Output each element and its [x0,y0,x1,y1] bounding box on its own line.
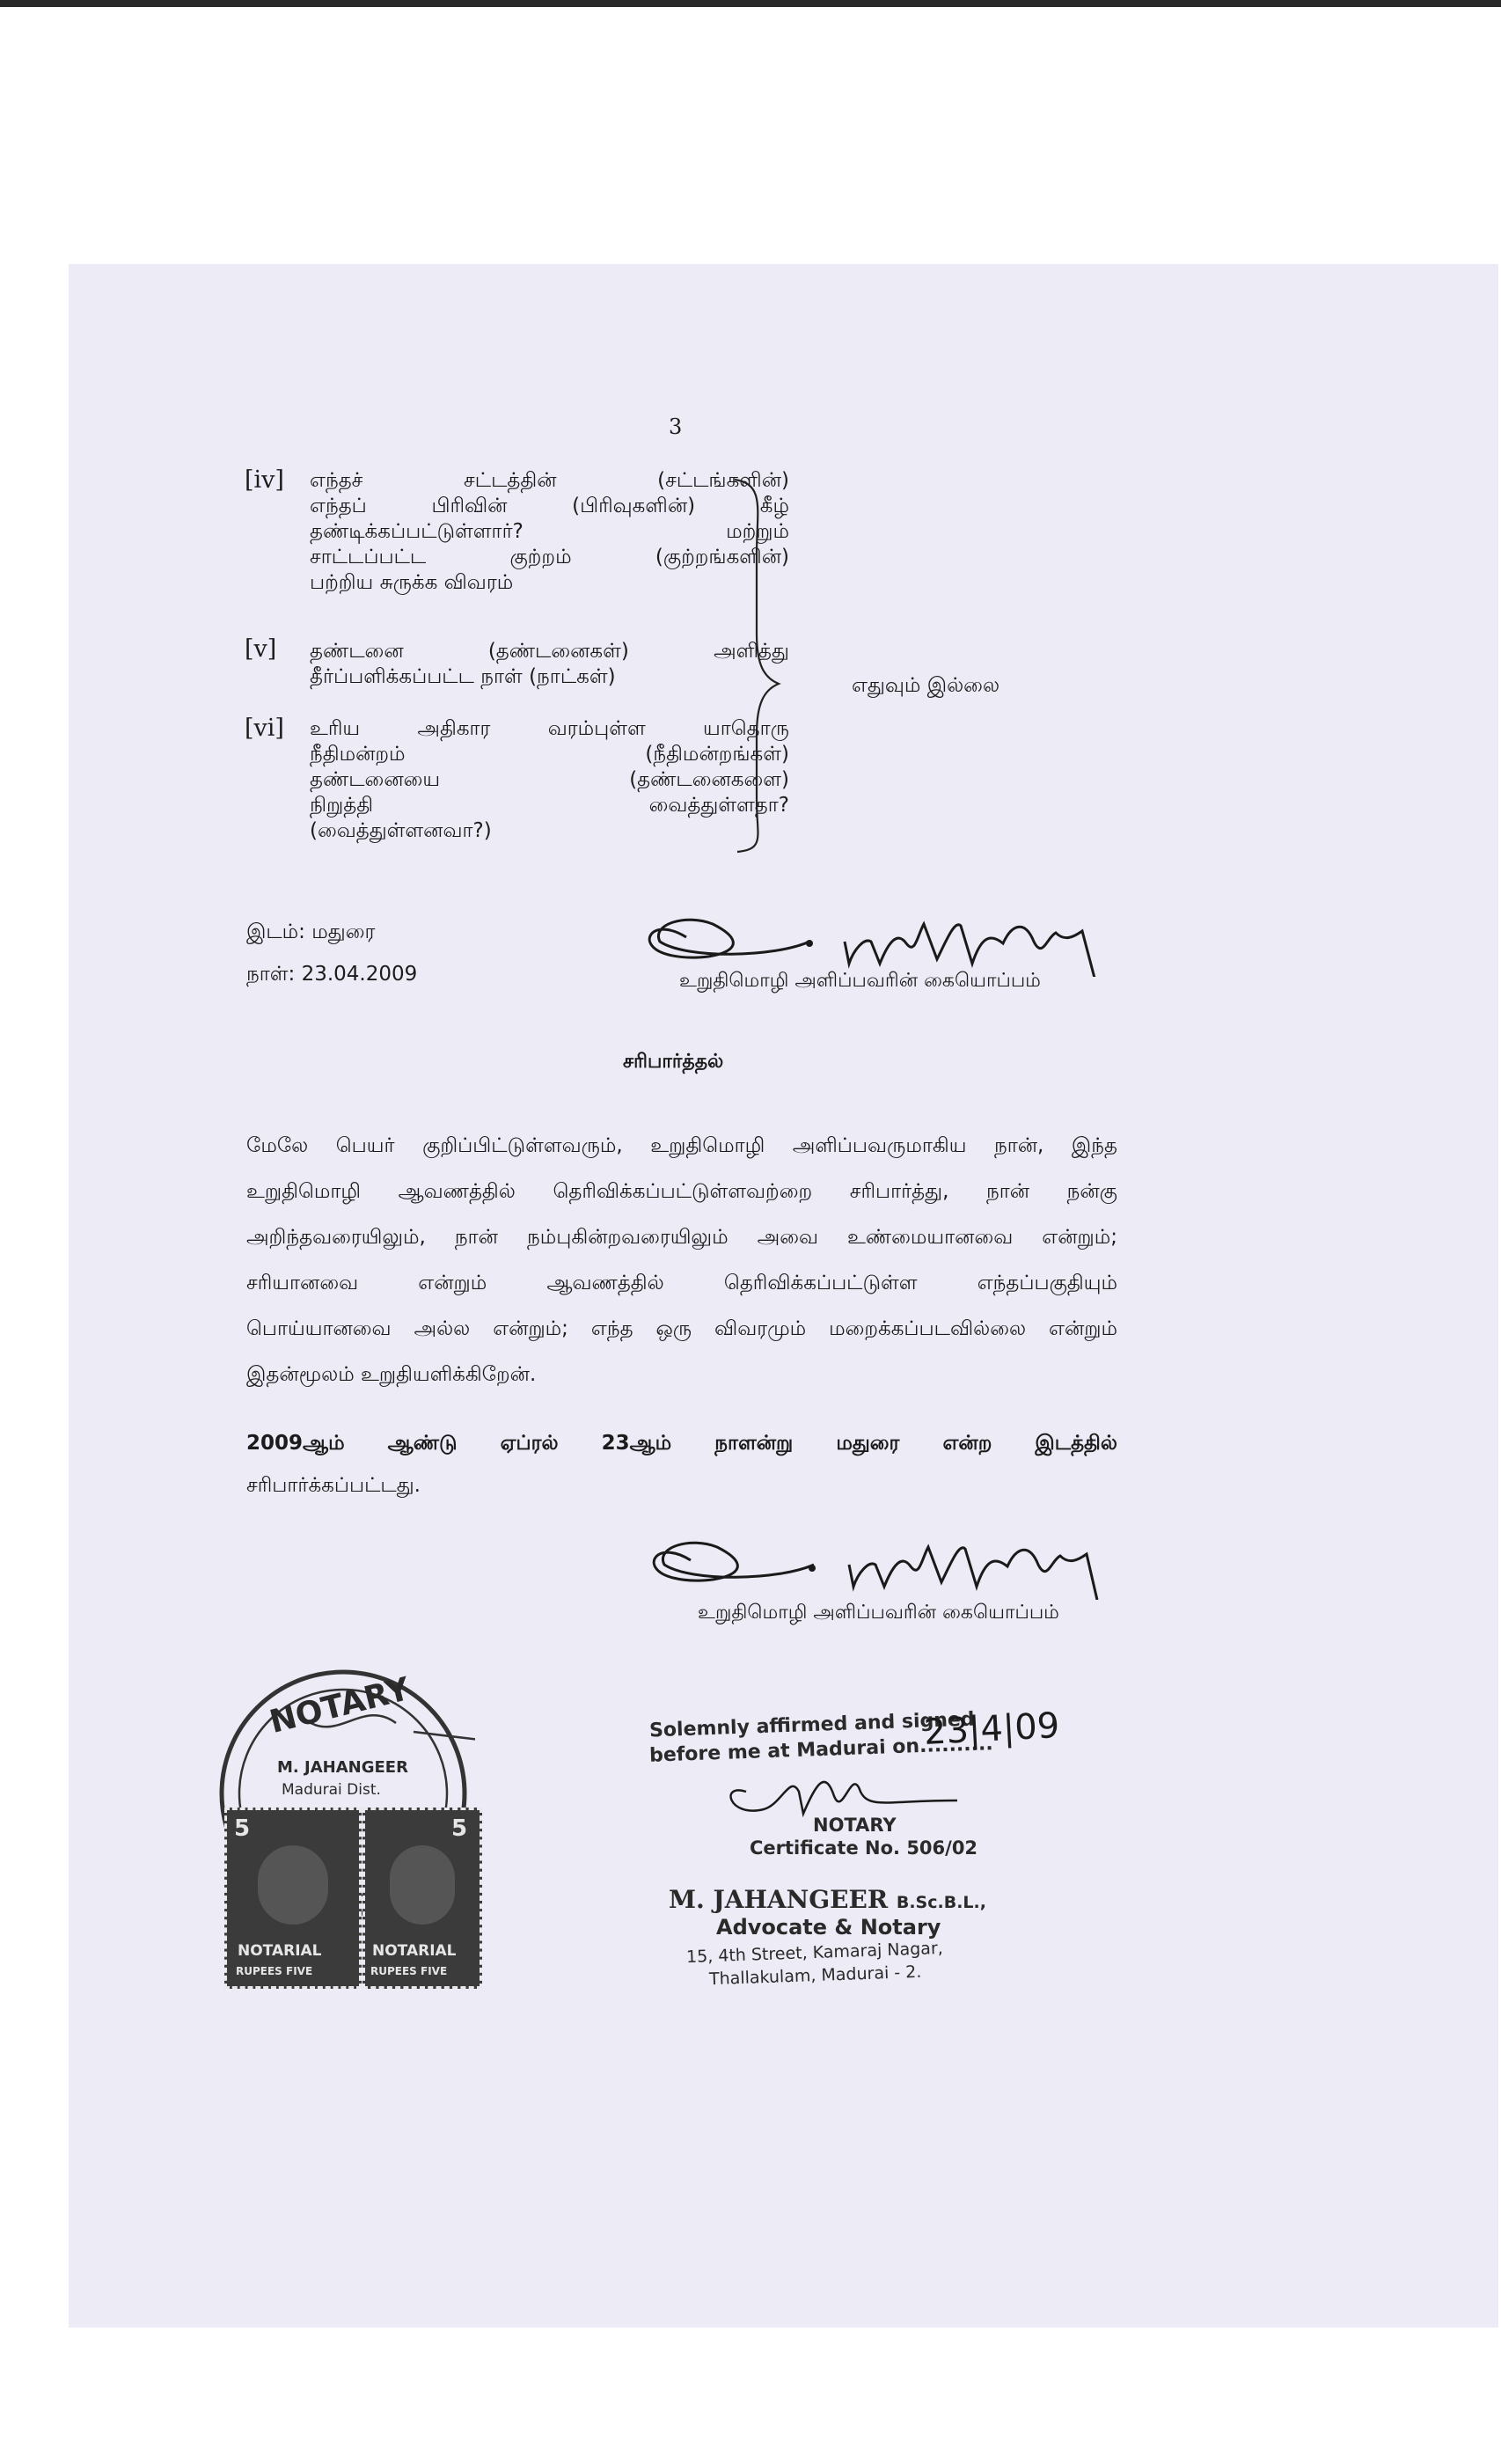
seal-top-text: NOTARY [266,1670,414,1742]
item-vi-line: தண்டனையை (தண்டனைகளை) [310,768,789,791]
stamp-emblem-icon [390,1845,455,1925]
item-vi-line: உரிய அதிகார வரம்புள்ள யாதொரு [310,717,789,740]
notary-name-text: M. JAHANGEER [669,1885,889,1914]
signature-caption-1: உறுதிமொழி அளிப்பவரின் கையொப்பம் [679,970,1041,992]
seal-name: M. JAHANGEER [277,1758,408,1777]
seal-district: Madurai Dist. [282,1781,381,1799]
revenue-stamp-1 [224,1808,362,1989]
item-iv-line: எந்தப் பிரிவின் (பிரிவுகளின்) கீழ் [310,495,789,517]
verified-paragraph [246,1422,1117,1507]
handwritten-signature-1 [633,889,1126,977]
item-label-iv: [iv] [245,466,284,494]
item-iv-line: எந்தச் சட்டத்தின் (சட்டங்களின்) [310,469,789,492]
verification-line: அறிந்தவரையிலும், நான் நம்புகின்றவரையிலும் அவை உண்மையானவை என்றும்; [246,1226,1117,1249]
item-vi-line: நிறுத்தி வைத்துள்ளதா? [310,794,789,817]
verification-line: பொய்யானவை அல்ல என்றும்; எந்த ஒரு விவரமும் மறைக்கப்படவில்லை என்றும் [246,1317,1117,1340]
stamp-label: NOTARIAL [372,1942,457,1960]
item-v-line: தண்டனை (தண்டனைகள்) அளித்து [310,640,789,663]
verification-line: இதன்மூலம் உறுதியளிக்கிறேன். [246,1363,537,1386]
page-number: 3 [669,414,683,439]
stamp-label: NOTARIAL [238,1942,322,1960]
answer-text: எதுவும் இல்லை [852,674,1000,697]
notary-affirm-line-1: Solemnly affirmed and signed [648,1708,975,1742]
notary-name [669,1885,986,1914]
verified-line-1: 2009ஆம் ஆண்டு ஏப்ரல் 23ஆம் நாளன்று மதுரை என்ற இடத்தில் [246,1432,1117,1455]
notary-address-2: Thallakulam, Madurai - 2. [708,1962,922,1990]
verification-heading: சரிபார்த்தல் [623,1051,724,1073]
notary-affirm-line-2: before me at Madurai on.......... [648,1733,994,1767]
verification-paragraph [246,1123,1117,1397]
item-iv-line: சாட்டப்பட்ட குற்றம் (குற்றங்களின்) [310,546,789,568]
item-text-v [310,639,789,690]
verification-line: உறுதிமொழி ஆவணத்தில் தெரிவிக்கப்பட்டுள்ளவற்றை சரிபார்த்து, நான் நன்கு [246,1180,1117,1203]
item-vi-line: (வைத்துள்ளனவா?) [310,819,492,842]
notary-handwritten-date: 23|4|09 [922,1705,1061,1754]
item-vi-line: நீதிமன்றம் (நீதிமன்றங்கள்) [310,743,789,766]
notary-address-1: 15, 4th Street, Kamaraj Nagar, [685,1938,944,1968]
notary-role: Advocate & Notary [716,1915,941,1940]
date-line: நாள்: 23.04.2009 [246,963,418,986]
notary-degree: B.Sc.B.L., [896,1893,986,1912]
revenue-stamp-2 [362,1808,482,1989]
handwritten-signature-2 [638,1512,1131,1600]
item-label-v: [v] [245,635,277,663]
item-iv-line: தண்டிக்கப்பட்டுள்ளார்? மற்றும் [310,520,789,543]
verification-line: சரியானவை என்றும் ஆவணத்தில் தெரிவிக்கப்பட்டுள்ள எந்தப்பகுதியும் [246,1272,1117,1294]
scan-edge [0,0,1501,7]
stamp-bottom: RUPEES FIVE [370,1965,448,1977]
verification-line: மேலே பெயர் குறிப்பிட்டுள்ளவரும், உறுதிமொழி அளிப்பவருமாகிய நான், இந்த [246,1134,1117,1157]
item-label-vi: [vi] [245,715,284,742]
verified-line-2: சரிபார்க்கப்பட்டது. [246,1474,421,1497]
item-text-vi [310,716,789,844]
notary-certificate: Certificate No. 506/02 [750,1837,978,1859]
place-line: இடம்: மதுரை [246,920,376,943]
curly-bracket [730,475,783,854]
stamp-value: 5 [234,1815,251,1842]
signature-caption-2: உறுதிமொழி அளிப்பவரின் கையொப்பம் [698,1602,1059,1624]
stamp-value: 5 [451,1815,468,1842]
stamp-emblem-icon [258,1845,328,1925]
notary-title: NOTARY [813,1815,897,1836]
item-text-iv [310,468,789,596]
item-v-line: தீர்ப்பளிக்கப்பட்ட நாள் (நாட்கள்) [310,665,616,688]
item-iv-line: பற்றிய சுருக்க விவரம் [310,571,514,594]
stamp-bottom: RUPEES FIVE [236,1965,313,1977]
